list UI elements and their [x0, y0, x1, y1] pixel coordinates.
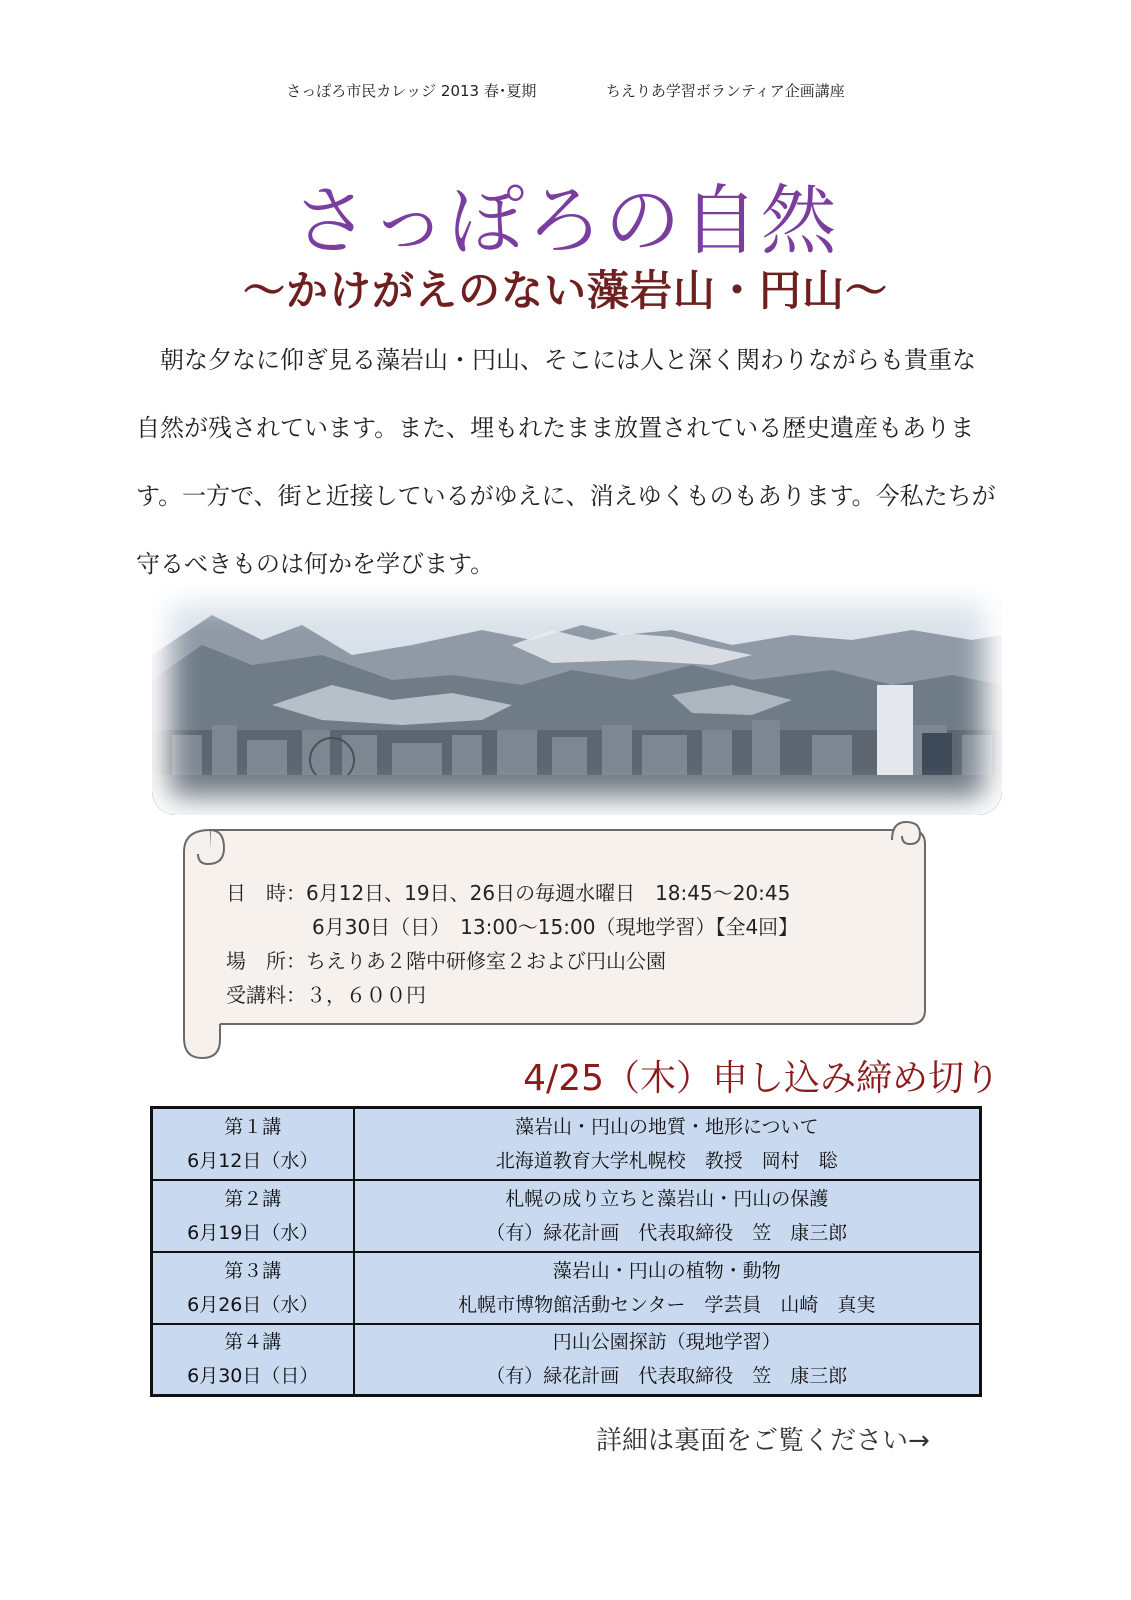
- info-datetime-2: 6月30日（日） 13:00～15:00（現地学習）【全4回】: [312, 915, 799, 939]
- table-row: [152, 1252, 981, 1324]
- lecture-cell: [152, 1324, 354, 1396]
- lecture-date: 6月26日（水）: [187, 1293, 319, 1316]
- table-row: [152, 1180, 981, 1252]
- header-right: ちえりあ学習ボランティア企画講座: [605, 82, 845, 100]
- lecture-date: 6月19日（水）: [187, 1221, 319, 1244]
- lecture-cell: [152, 1252, 354, 1324]
- info-datetime-1: 日 時：6月12日、19日、26日の毎週水曜日 18:45～20:45: [226, 881, 791, 905]
- lecture-topic: 藻岩山・円山の地質・地形について: [514, 1115, 819, 1138]
- mountain-city-photo: [152, 585, 1002, 815]
- see-back-note: 詳細は裏面をご覧ください→: [596, 1426, 930, 1456]
- info-fee: 受講料：３，６００円: [226, 983, 426, 1007]
- schedule-table: [150, 1106, 982, 1397]
- topic-cell: [354, 1324, 981, 1396]
- lecture-topic: 円山公園探訪（現地学習）: [552, 1331, 781, 1354]
- lecture-topic: 札幌の成り立ちと藻岩山・円山の保護: [505, 1187, 829, 1210]
- lecture-number: 第４講: [224, 1331, 282, 1354]
- deadline-notice: 4/25（木）申し込み締め切り: [523, 1058, 1000, 1099]
- page-title: さっぽろの自然: [292, 176, 839, 265]
- lecture-date: 6月30日（日）: [187, 1365, 319, 1388]
- lecture-speaker: 北海道教育大学札幌校 教授 岡村 聡: [495, 1149, 838, 1172]
- lecture-speaker: （有）緑花計画 代表取締役 笠 康三郎: [486, 1221, 848, 1244]
- lecture-speaker: （有）緑花計画 代表取締役 笠 康三郎: [486, 1365, 848, 1388]
- topic-cell: [354, 1108, 981, 1180]
- header-line: [0, 80, 1131, 101]
- lecture-topic: 藻岩山・円山の植物・動物: [552, 1259, 781, 1282]
- topic-cell: [354, 1180, 981, 1252]
- topic-cell: [354, 1252, 981, 1324]
- table-row: [152, 1324, 981, 1396]
- page-subtitle: ～かけがえのない藻岩山・円山～: [242, 266, 888, 315]
- table-row: [152, 1108, 981, 1180]
- lecture-number: 第２講: [224, 1187, 282, 1210]
- lecture-number: 第３講: [224, 1259, 282, 1282]
- lecture-cell: [152, 1180, 354, 1252]
- header-left: さっぽろ市民カレッジ 2013 春･夏期: [286, 82, 537, 100]
- lecture-number: 第１講: [224, 1115, 282, 1138]
- intro-paragraph: 朝な夕なに仰ぎ見る藻岩山・円山、そこには人と深く関わりながらも貴重な自然が残されています。また、埋もれたまま放置されている歴史遺産もあります。一方で、街と近接しているがゆえに、消えゆくものもあります。今私たちが守るべきものは何かを学びます。: [136, 346, 996, 578]
- lecture-cell: [152, 1108, 354, 1180]
- info-scroll: [180, 818, 940, 1068]
- lecture-date: 6月12日（水）: [187, 1149, 319, 1172]
- lecture-speaker: 札幌市博物館活動センター 学芸員 山崎 真実: [458, 1293, 876, 1316]
- info-place: 場 所：ちえりあ２階中研修室２および円山公園: [226, 949, 666, 973]
